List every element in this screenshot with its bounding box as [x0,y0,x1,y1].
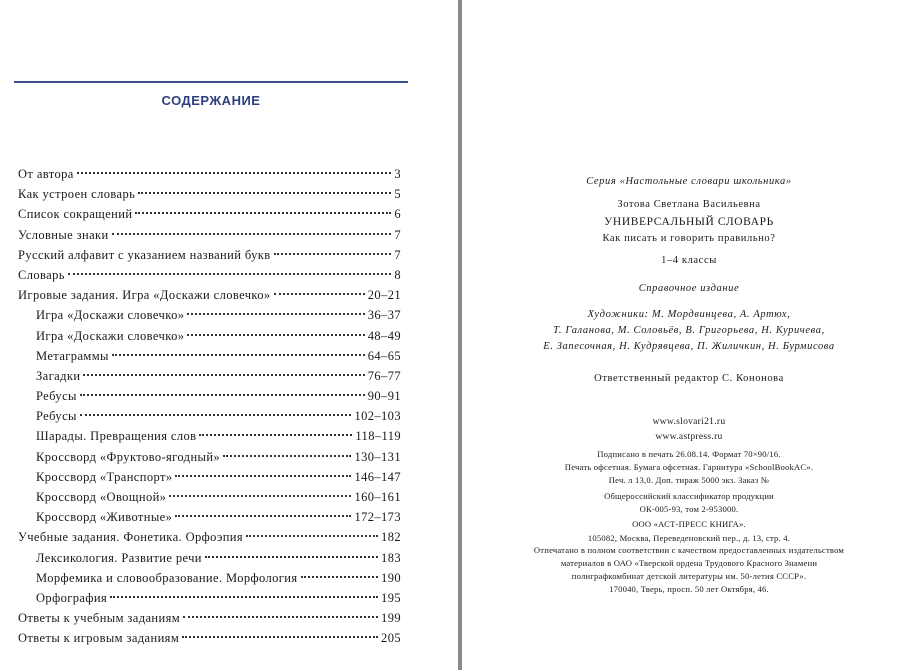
dot-leader [246,535,378,537]
dot-leader [83,374,364,376]
book-title: УНИВЕРСАЛЬНЫЙ СЛОВАРЬ [604,216,774,228]
toc-entry-page: 5 [394,187,401,202]
toc-entry-page: 64–65 [367,348,401,363]
toc-entry [18,305,401,325]
toc-entry-page: 172–173 [354,510,401,525]
imprint-page [462,0,916,670]
toc-entry-page: 160–161 [354,490,401,504]
toc-entry-page: 76–77 [367,368,401,383]
dot-leader [80,394,365,396]
dot-leader [183,616,378,618]
contents-title: СОДЕРЖАНИЕ [161,93,261,108]
dot-leader [274,293,365,295]
toc-entry [18,285,401,305]
toc-entry [18,164,401,184]
dot-leader [274,253,392,255]
toc-entry [18,568,401,588]
toc-entry [18,507,401,527]
toc-entry-label: Русский алфавит с указанием названий букв [18,247,271,262]
toc-entry-label: Шарады. Превращения слов [36,429,197,444]
book-subtitle: Как писать и говорить правильно? [602,233,776,244]
toc-entry-label: Кроссворд «Овощной» [36,490,167,504]
toc-entry-label: Ответы к учебным заданиям [18,611,181,626]
classifier-1: Общероссийский классификатор продукции [604,491,774,501]
dot-leader [182,636,378,638]
printer-2: материалов в ОАО «Тверской ордена Трудового Красного Знамени [560,558,818,568]
toc-entry-page: 102–103 [354,409,401,424]
website-2: www.astpress.ru [655,432,723,442]
toc-entry [18,406,401,426]
toc-entry-label: Ответы к игровым заданиям [18,631,180,646]
artists-line-1: Художники: М. Мордвинцева, А. Артюх, [587,309,791,320]
dot-leader [112,354,365,356]
toc-entry-label: Ребусы [36,409,77,424]
toc-entry-page: 7 [394,247,401,262]
toc-entry-page: 190 [381,570,401,585]
toc-entry [18,386,401,406]
toc-entry-page: 146–147 [354,469,401,484]
toc-entry-page: 183 [381,550,401,565]
artists-line-2: Т. Галанова, М. Соловьёв, В. Григорьева, Н. Куричева, [553,325,825,336]
toc-entry-label: Ребусы [36,389,77,404]
toc-entry [18,225,401,245]
toc-entry-page: 195 [381,590,401,605]
toc-entry [18,245,401,265]
toc-entry [18,346,401,366]
dot-leader [175,475,351,477]
printer-1: Отпечатано в полном соответствии с качеством предоставленных издательством [533,545,845,555]
publisher-2: 105082, Москва, Переведеновский пер., д. 13, стр. 4. [587,533,791,543]
toc-entry-page: 3 [394,167,401,181]
toc-entry-label: Учебные задания. Фонетика. Орфоэпия [18,530,244,545]
toc-entry [18,548,401,568]
toc-entry [18,628,401,648]
toc-entry [18,527,401,547]
table-of-contents [18,164,401,649]
header-rule [14,81,408,83]
toc-entry [18,447,401,467]
toc-entry [18,265,401,285]
publisher-1: ООО «АСТ-ПРЕСС КНИГА». [632,519,746,529]
toc-entry [18,608,401,628]
edition-type: Справочное издание [638,283,740,294]
print-info-3: Печ. л 13,0. Доп. тираж 5000 экз. Заказ № [608,475,770,485]
toc-entry-label: Кроссворд «Животные» [36,510,173,525]
toc-entry [18,184,401,204]
toc-entry [18,487,401,507]
dot-leader [199,434,352,436]
series-line: Серия «Настольные словари школьника» [586,176,792,187]
toc-entry-label: Игровые задания. Игра «Доскажи словечко» [18,288,271,303]
toc-entry-label: Морфемика и словообразование. Морфология [36,570,298,585]
toc-entry-label: Лексикология. Развитие речи [36,550,202,565]
artists-line-3: Е. Запесочная, Н. Кудрявцева, П. Жиличкин, Н. Бурмисова [543,341,835,352]
editor-line: Ответственный редактор С. Кононова [594,373,784,384]
dot-leader [135,212,391,214]
toc-entry-page: 199 [381,611,401,626]
dot-leader [110,596,378,598]
toc-entry-label: Условные знаки [18,227,109,242]
toc-entry [18,326,401,346]
dot-leader [169,495,351,497]
toc-entry-page: 182 [381,530,401,545]
toc-entry [18,204,401,224]
toc-entry [18,588,401,608]
toc-entry-page: 130–131 [354,449,401,464]
toc-entry-label: Игра «Доскажи словечко» [36,308,185,323]
toc-entry [18,366,401,386]
print-info-2: Печать офсетная. Бумага офсетная. Гарнитура «SchoolBookAC». [564,462,814,472]
toc-entry [18,426,401,446]
grades-line: 1–4 классы [661,255,717,266]
toc-entry-page: 90–91 [367,389,401,404]
toc-entry-page: 6 [394,207,401,222]
dot-leader [138,192,391,194]
toc-entry-page: 205 [381,631,401,646]
toc-entry-label: Орфография [36,590,108,605]
toc-entry-label: Словарь [18,267,65,282]
printer-4: 170040, Тверь, просп. 50 лет Октября, 46. [609,584,769,594]
dot-leader [112,233,392,235]
toc-entry-page: 36–37 [367,308,401,323]
author-name: Зотова Светлана Васильевна [617,199,761,210]
dot-leader [223,455,351,457]
toc-entry-page: 118–119 [355,429,401,444]
dot-leader [80,414,352,416]
toc-entry-page: 20–21 [367,288,401,303]
printer-3: полиграфкомбинат детской литературы им. 50-летия СССР». [571,571,807,581]
dot-leader [205,556,378,558]
dot-leader [68,273,391,275]
dot-leader [175,515,351,517]
dot-leader [187,334,364,336]
toc-entry-label: Список сокращений [18,207,133,222]
toc-entry-page: 8 [394,267,401,282]
toc-entry-page: 7 [394,227,401,242]
print-info-1: Подписано в печать 26.08.14. Формат 70×90/16. [597,449,781,459]
website-1: www.slovari21.ru [652,417,726,427]
toc-entry-label: Метаграммы [36,348,109,363]
toc-entry-label: Кроссворд «Фруктово-ягодный» [36,449,221,464]
toc-entry-label: Как устроен словарь [18,187,136,202]
dot-leader [187,313,364,315]
toc-entry-page: 48–49 [367,328,401,343]
toc-entry-label: Загадки [36,368,81,383]
toc-entry-label: От автора [18,167,74,181]
toc-entry [18,467,401,487]
toc-entry-label: Кроссворд «Транспорт» [36,469,173,484]
classifier-2: ОК-005-93, том 2-953000. [639,504,739,514]
toc-entry-label: Игра «Доскажи словечко» [36,328,185,343]
dot-leader [77,172,392,174]
dot-leader [301,576,378,578]
